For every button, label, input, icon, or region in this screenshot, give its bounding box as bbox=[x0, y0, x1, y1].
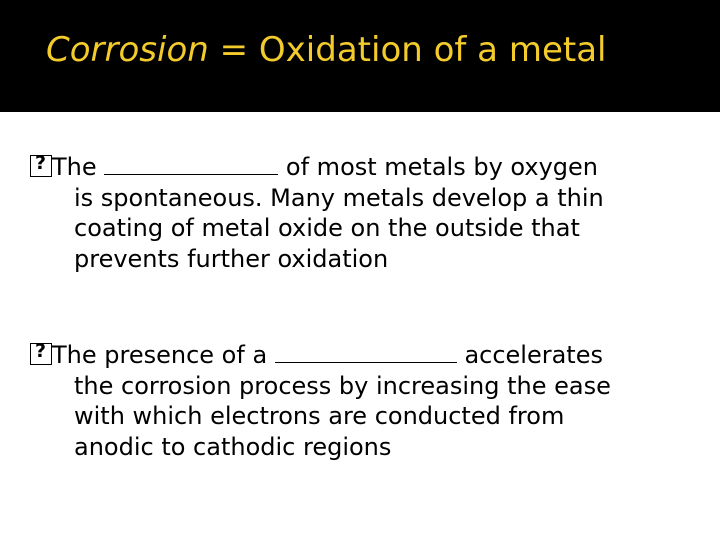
bullet-2 bbox=[30, 340, 700, 463]
bullet-1 bbox=[30, 152, 700, 275]
fill-in-blank bbox=[275, 340, 457, 363]
bullet-2-lead: The presence of a bbox=[52, 341, 268, 369]
bullet-1-line: coating of metal oxide on the outside that bbox=[74, 214, 580, 243]
title-rest: = Oxidation of a metal bbox=[219, 30, 607, 71]
bullet-1-after-blank: of most metals by oxygen bbox=[285, 153, 598, 181]
title-bar bbox=[0, 0, 720, 112]
bullet-2-line: with which electrons are conducted from bbox=[74, 402, 565, 431]
bullet-1-line: is spontaneous. Many metals develop a thin bbox=[74, 183, 604, 212]
bullet-2-line: anodic to cathodic regions bbox=[74, 433, 392, 462]
bullet-glyph-icon bbox=[30, 155, 52, 177]
fill-in-blank bbox=[104, 152, 278, 175]
title-italic: Corrosion bbox=[46, 30, 209, 71]
bullet-1-line: prevents further oxidation bbox=[74, 245, 389, 274]
bullet-2-after-blank: accelerates bbox=[464, 341, 603, 369]
bullet-1-lead: The bbox=[52, 153, 97, 181]
bullet-glyph-icon bbox=[30, 343, 52, 365]
bullet-2-line: the corrosion process by increasing the ease bbox=[74, 371, 611, 400]
slide-title bbox=[46, 32, 606, 69]
